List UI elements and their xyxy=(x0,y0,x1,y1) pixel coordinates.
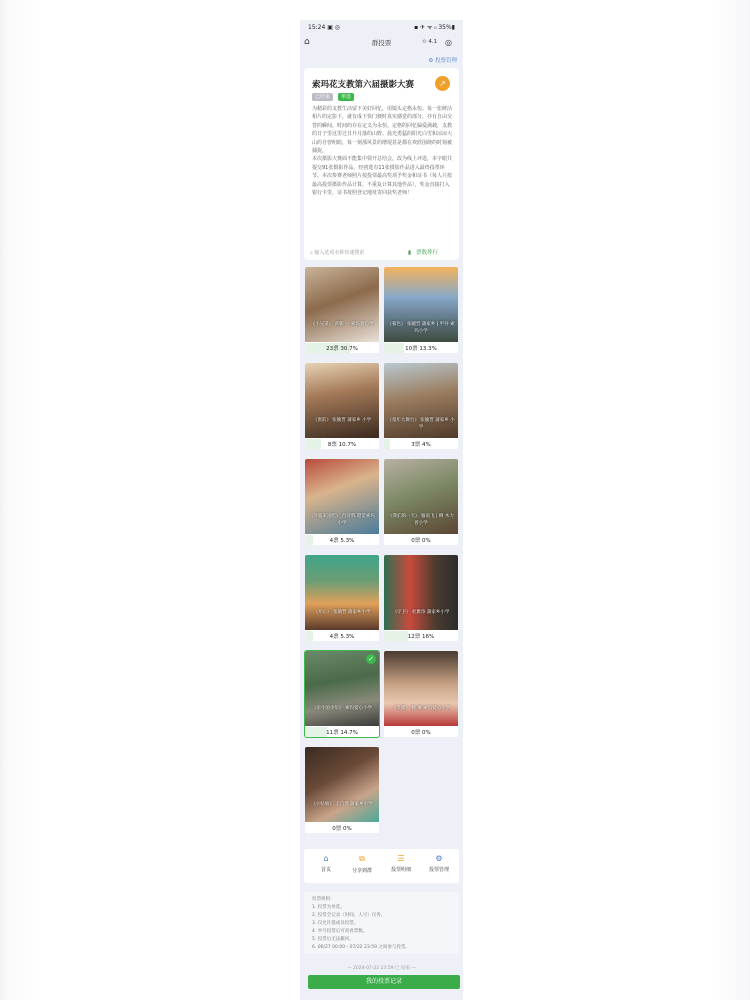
rules-line: 5. 投票后无法撤回。 xyxy=(312,937,354,942)
vote-rules xyxy=(304,892,459,954)
photo-image xyxy=(384,555,458,630)
bottom-tab-bar xyxy=(304,849,459,883)
phone-screen xyxy=(300,20,463,1000)
status-badge: 已结束 xyxy=(312,93,333,101)
photo-image xyxy=(305,267,379,342)
vote-count: 0票 0% xyxy=(411,538,431,544)
navigation-bar xyxy=(300,34,463,52)
vote-count: 3票 4% xyxy=(411,442,431,448)
photo-option[interactable] xyxy=(384,267,458,353)
photo-caption: 《牵牛的少年》 索玛爱心小学 xyxy=(312,706,372,711)
my-vote-record-button[interactable]: 我的投票记录 xyxy=(308,975,460,989)
vote-count: 11票 14.7% xyxy=(326,730,358,736)
photo-option[interactable] xyxy=(305,747,379,833)
page-title: 群投票 xyxy=(371,39,392,47)
photo-caption: 《小姑娘》 王自然 蒲家乡小学 xyxy=(311,802,373,807)
photo-caption: 《外婆来送吃》 吕诗辉 昭觉索玛小学 xyxy=(309,514,375,526)
photo-option[interactable] xyxy=(305,651,379,737)
photo-image xyxy=(384,651,458,726)
status-bar xyxy=(300,20,463,34)
status-icons-right: ▪ ✈ ᯤ ᵢₗ 35%▮ xyxy=(414,24,455,31)
rank-label: 票数排行 xyxy=(416,250,439,256)
photo-caption: 《开心》 张毓晋 蒲家乡小学 xyxy=(313,610,371,615)
photo-image xyxy=(305,363,379,438)
tab-details[interactable] xyxy=(386,854,416,873)
target-icon[interactable]: ◎ xyxy=(445,38,452,47)
photo-option[interactable] xyxy=(384,555,458,641)
rules-line: 2. 投票全记录（时间、人号）仅各。 xyxy=(312,913,386,918)
search-input[interactable]: ⌕ 输入选项名称快速搜索 xyxy=(304,247,404,260)
vote-count: 4票 5.3% xyxy=(329,538,355,544)
contest-description: 为精彩的支教生活留下美好回忆，用镜头定格永恒。每一张鲜活相片的定影下，就有成下快门便时真实感觉的部分，亦有自由交替的瞬间。时间的存在定义为永恒。定格的回忆偏爱满载，支教的日子里这里过日升月落的山野、晨光勇猛的阳光白雪和凉凉大山的自曾明暗，每一刻那风景的增堤甚是都在欢欣围绕的时刻被捕捉。 本次摄影大赛面不能集中领开总结会，改为线上评选，本字眼共提交91张摄影作品，经初选有11张摄影作品进入最终投票环节。本次参赛老师照片按投票最高奖项予奖金和证书（每人只按最高投票摄影作品计算，不重复计算其他作品），奖金直接打入银行卡里，证书按照登记地址寄回获奖老师！ xyxy=(312,106,453,197)
tab-share-label: 分享到群 xyxy=(351,868,372,874)
photo-option[interactable] xyxy=(384,651,458,737)
photo-option[interactable] xyxy=(305,459,379,545)
photo-caption: 《小兄弟》 武朝 一 索玛爱心学 xyxy=(310,322,374,327)
tab-home[interactable] xyxy=(311,854,341,873)
vote-count: 8票 10.7% xyxy=(327,442,357,448)
photo-caption: 《童年大舞台》 张毓晋 蒲家乡 小学 xyxy=(387,418,455,430)
check-icon: ✓ xyxy=(366,654,376,664)
photo-image xyxy=(305,555,379,630)
type-badge: 单选 xyxy=(338,93,354,101)
tab-manage-label: 投票管理 xyxy=(428,867,449,873)
photo-image xyxy=(305,747,379,822)
gear-icon: ⚙ xyxy=(435,854,443,863)
vote-manage-link[interactable]: ⚙ 投票管理 xyxy=(428,58,457,64)
rules-line: 4. 单号投票后可查看票数。 xyxy=(312,929,368,934)
photo-option[interactable] xyxy=(384,363,458,449)
vote-count: 10票 13.3% xyxy=(405,346,437,352)
status-icons-left: ▣ ◎ xyxy=(327,23,341,31)
home-tab-icon: ⌂ xyxy=(323,854,329,863)
photo-caption: 《我们的一天》 雁南飞 | 柳 木力普小学 xyxy=(388,514,454,526)
tab-details-label: 投票明细 xyxy=(390,867,411,873)
home-icon[interactable]: ⌂ xyxy=(304,37,310,47)
rules-title: 投票规则： xyxy=(312,897,335,902)
photo-caption: 《暮色》 张毓晋 蒲家乡 | 甲谷 索玛小学 xyxy=(387,322,455,334)
tab-share[interactable] xyxy=(347,854,377,874)
photo-caption: 《守卫》 杜雅珍 蒲家乡小学 xyxy=(392,610,450,615)
rules-line: 6. 06/27 00:00 - 07/22 23:59 之间参与投票。 xyxy=(312,945,410,950)
list-icon: ☰ xyxy=(397,854,405,863)
photo-option[interactable] xyxy=(384,459,458,545)
contest-title: 索玛花支教第六届摄影大赛 xyxy=(312,80,415,90)
photo-option[interactable] xyxy=(305,267,379,353)
rank-button[interactable] xyxy=(408,247,438,260)
vote-count: 4票 5.3% xyxy=(329,634,355,640)
end-time: — 2024-07-22 23:59 已 结束 — xyxy=(347,966,416,971)
tab-manage[interactable] xyxy=(424,854,454,873)
photo-caption: 《窗前》 张毓晋 蒲家乡 小学 xyxy=(312,418,372,423)
clock: 15:24 xyxy=(308,23,326,31)
star-count[interactable]: ✩ 4.1 xyxy=(422,39,438,45)
photo-caption: 《笑靥》 杨 琳 索玛爱心小学 xyxy=(391,706,451,711)
search-placeholder: 输入选项名称快速搜索 xyxy=(314,250,365,256)
vote-count: 23票 30.7% xyxy=(326,346,358,352)
contest-card xyxy=(304,68,459,260)
share-tab-icon: ⧉ xyxy=(359,854,365,863)
vote-count: 12票 16% xyxy=(407,634,435,640)
tab-home-label: 首页 xyxy=(320,867,331,873)
bar-chart-icon: ▮ xyxy=(408,250,412,256)
photo-option[interactable] xyxy=(305,363,379,449)
rules-line: 3. 仅允许群成员投票。 xyxy=(312,921,359,926)
vote-count: 0票 0% xyxy=(332,826,352,832)
vote-count: 0票 0% xyxy=(411,730,431,736)
rules-line: 1. 投票为单选。 xyxy=(312,905,345,910)
share-icon[interactable]: ↗ xyxy=(435,76,450,91)
photo-option[interactable] xyxy=(305,555,379,641)
